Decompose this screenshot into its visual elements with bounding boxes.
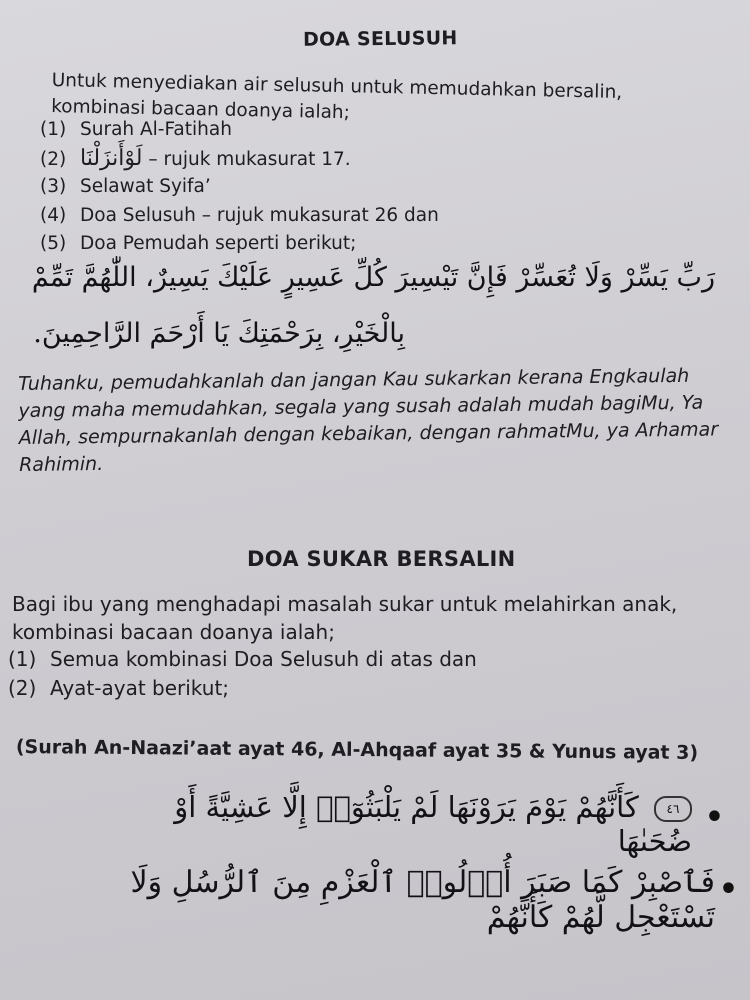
ayah-number-icon: ٤٦ xyxy=(654,796,692,822)
list-item xyxy=(40,203,640,232)
intro-paragraph-sukar-bersalin: Bagi ibu yang menghadapi masalah sukar untuk melahirkan anak, kombinasi bacaan doanya ialah; xyxy=(12,592,678,644)
list-item-text: Surah Al-Fatihah xyxy=(80,119,232,140)
arabic-prayer-line-1: رَبِّ يَسِّرْ وَلَا تُعَسِّرْ فَإِنَّ تَيْسِيرَ كُلِّ عَسِيرٍ عَلَيْكَ يَسِيرٌ، اللّٰهُمَّ تَمِّمْ xyxy=(31,262,715,293)
list-item-arabic: لَوْأَنزَلْنَا xyxy=(80,145,143,171)
list-item xyxy=(8,675,608,704)
list-item-number: (5) xyxy=(40,233,67,254)
list-item xyxy=(40,146,640,175)
list-item-text: Selawat Syifa’ xyxy=(80,176,211,197)
list-item-text: Ayat-ayat berikut; xyxy=(50,676,230,700)
quran-verse-1-text: كَأَنَّهُمْ يَوْمَ يَرَوْنَهَا لَمْ يَلْبَثُوٓا۟ إِلَّا عَشِيَّةً أَوْ ضُحَىٰهَا xyxy=(174,790,692,858)
bullet-icon: • xyxy=(718,872,738,907)
list-item xyxy=(40,174,640,203)
bullet-icon: • xyxy=(704,800,724,835)
list-item-number: (2) xyxy=(8,676,37,700)
quran-verse-1 xyxy=(112,790,692,858)
list-item-text: Semua kombinasi Doa Selusuh di atas dan xyxy=(50,647,477,671)
list-item xyxy=(40,231,640,260)
quran-verse-2: فَٱصْبِرْ كَمَا صَبَرَ أُو۟لُوا۟ ٱلْعَزْمِ مِنَ ٱلرُّسُلِ وَلَا تَسْتَعْجِل لَّهُمْ كَأَنَّهُمْ xyxy=(130,865,715,935)
list-item-number: (1) xyxy=(40,119,67,140)
list-item-text: – rujuk mukasurat 17. xyxy=(142,148,351,170)
arabic-prayer-line-2: بِالْخَيْرِ، بِرَحْمَتِكَ يَا أَرْحَمَ الرَّاحِمِينَ. xyxy=(33,318,405,349)
list-item xyxy=(40,117,640,146)
list-item-number: (3) xyxy=(40,176,67,197)
prayer-translation: Tuhanku, pemudahkanlah dan jangan Kau sukarkan kerana Engkaulah yang maha memudahkan, segala yang susah adalah mudah bagiMu, Ya Allah, sempurnakanlah dengan kebaikan, dengan rahmatMu, ya Arhamar Rahimin. xyxy=(18,364,719,476)
list-doa-sukar-bersalin xyxy=(8,646,608,704)
section-title-doa-selusuh: DOA SELUSUH xyxy=(302,27,458,51)
surah-reference-heading: (Surah An-Naazi’aat ayat 46, Al-Ahqaaf ayat 35 & Yunus ayat 3) xyxy=(15,736,699,764)
list-item-number: (2) xyxy=(40,148,67,170)
list-item-text: Doa Pemudah seperti berikut; xyxy=(80,233,357,254)
list-item-number: (4) xyxy=(40,204,67,226)
list-item-number: (1) xyxy=(8,647,37,671)
list-item-text: Doa Selusuh – rujuk mukasurat 26 dan xyxy=(80,204,439,226)
section-title-doa-sukar-bersalin: DOA SUKAR BERSALIN xyxy=(247,547,516,571)
list-doa-selusuh xyxy=(40,117,640,260)
list-item xyxy=(8,646,608,675)
intro-paragraph-selusuh: Untuk menyediakan air selusuh untuk memudahkan bersalin, kombinasi bacaan doanya ialah; xyxy=(50,69,623,124)
